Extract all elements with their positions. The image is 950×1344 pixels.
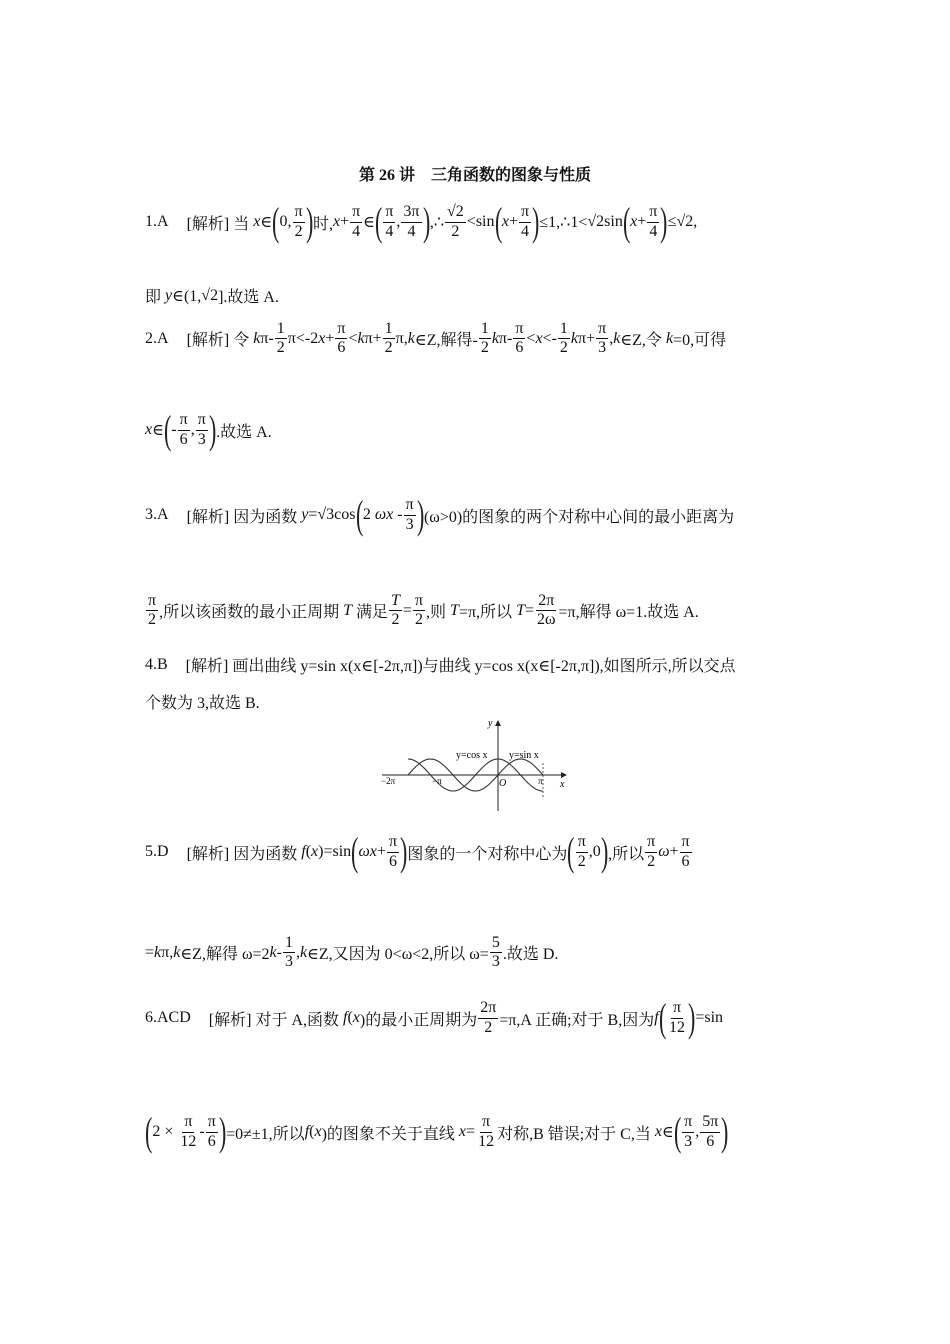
q5-line-2: = k π, k ∈Z,解得 ω=2 k - $\frac{1}{3}$ , k ∈Z,又因为 0<ω<2,所以 ω= $\frac{5}{3}$ .故选 D. (145, 934, 559, 971)
q2-line-2: x ∈ ( - $\frac{\pi}{6}$ , $\frac{\pi}{3}$ ) .故选 A. (145, 407, 272, 452)
graph-x-label: x (560, 779, 565, 790)
graph-y-label: y (488, 718, 493, 729)
q1-line-2: 即 y ∈(1, √2 ].故选 A. (145, 286, 279, 306)
graph-sin-label: y=sin x (509, 750, 539, 761)
q4-line-2: 个数为 3,故选 B. (145, 695, 260, 712)
q3-line-2: $\frac{\pi}{2}$ ,所以该函数的最小正周期 T 满足 $\frac{T}{2}$ = $\frac{\pi}{2}$ ,则 T =π,所以 T = $\frac{2\pi}{2\omega}$ =π,解得 ω=1.故选 A. (148, 592, 699, 629)
q6-line-1: 6.ACD [解析] 对于 A,函数 f ( x )的最小正周期为 $\frac{2\pi}{2}$ =π,A 正确;对于 B,因为 f ( $\frac{\pi}{12}$ ) =sin (145, 995, 724, 1040)
q3-line-1: 3.A [解析] 因为函数 y = √3 cos ( 2 ω x - $\frac{\pi}{3}$ ) (ω>0)的图象的两个对称中心间的最小距离为 (145, 492, 735, 537)
graph-tick-m2pi: −2π (381, 776, 396, 786)
graph-origin: O (499, 778, 507, 789)
graph-tick-pi: π (538, 776, 543, 786)
q2-line-1: 2.A [解析] 令 k π- $\frac{1}{2}$ π<-2 x + $\frac{\pi}{6}$ < k π+ $\frac{1}{2}$ π, k ∈Z,解得- $\frac{1}{2}$ k π- $\frac{\pi}{6}$ < x <- $\frac{1}{2}$ k π+ $\frac{\pi}{3}$ , k ∈Z,令 k =0,可得 (145, 320, 727, 357)
graph-tick-mpi: −π (432, 776, 442, 786)
sin-cos-graph (380, 717, 570, 812)
q5-line-1: 5.D [解析] 因为函数 f ( x )=sin ( ω x + $\frac{\pi}{6}$ ) 图象的一个对称中心为 ( $\frac{\pi}{2}$ , 0 ) ,所以 $\frac{\pi}{2}$ ω + $\frac{\pi}{6}$ (145, 829, 690, 874)
graph-cos-label: y=cos x (456, 750, 488, 761)
q1-line-1: 1.A [解析] 当 x ∈ ( 0 , $\frac{\pi}{2}$ ) 时, x + $\frac{\pi}{4}$ ∈ ( $\frac{\pi}{4}$ , $\frac{3\pi}{4}$ ) ,∴ $\frac{√2}{2}$ <sin ( x + $\frac{\pi}{4}$ ) ≤1,∴1< √2 sin ( x + $\frac{\pi}{4}$ ) ≤ √2 , (145, 199, 698, 244)
q6-line-2: ( 2 × $\frac{\pi}{12}$ - $\frac{\pi}{6}$ ) =0≠±1,所以 f ( x )的图象不关于直线 x = $\frac{\pi}{12}$ 对称,B 错误;对于 C,当 x ∈ ( $\frac{\pi}{3}$ , $\frac{5\pi}{6}$ ) (144, 1109, 729, 1154)
page-title: 第 26 讲 三角函数的图象与性质 (358, 167, 591, 184)
q4-line-1: 4.B [解析] 画出曲线 y=sin x(x∈[-2π,π])与曲线 y=cos x(x∈[-2π,π]),如图所示,所以交点 (145, 655, 736, 675)
